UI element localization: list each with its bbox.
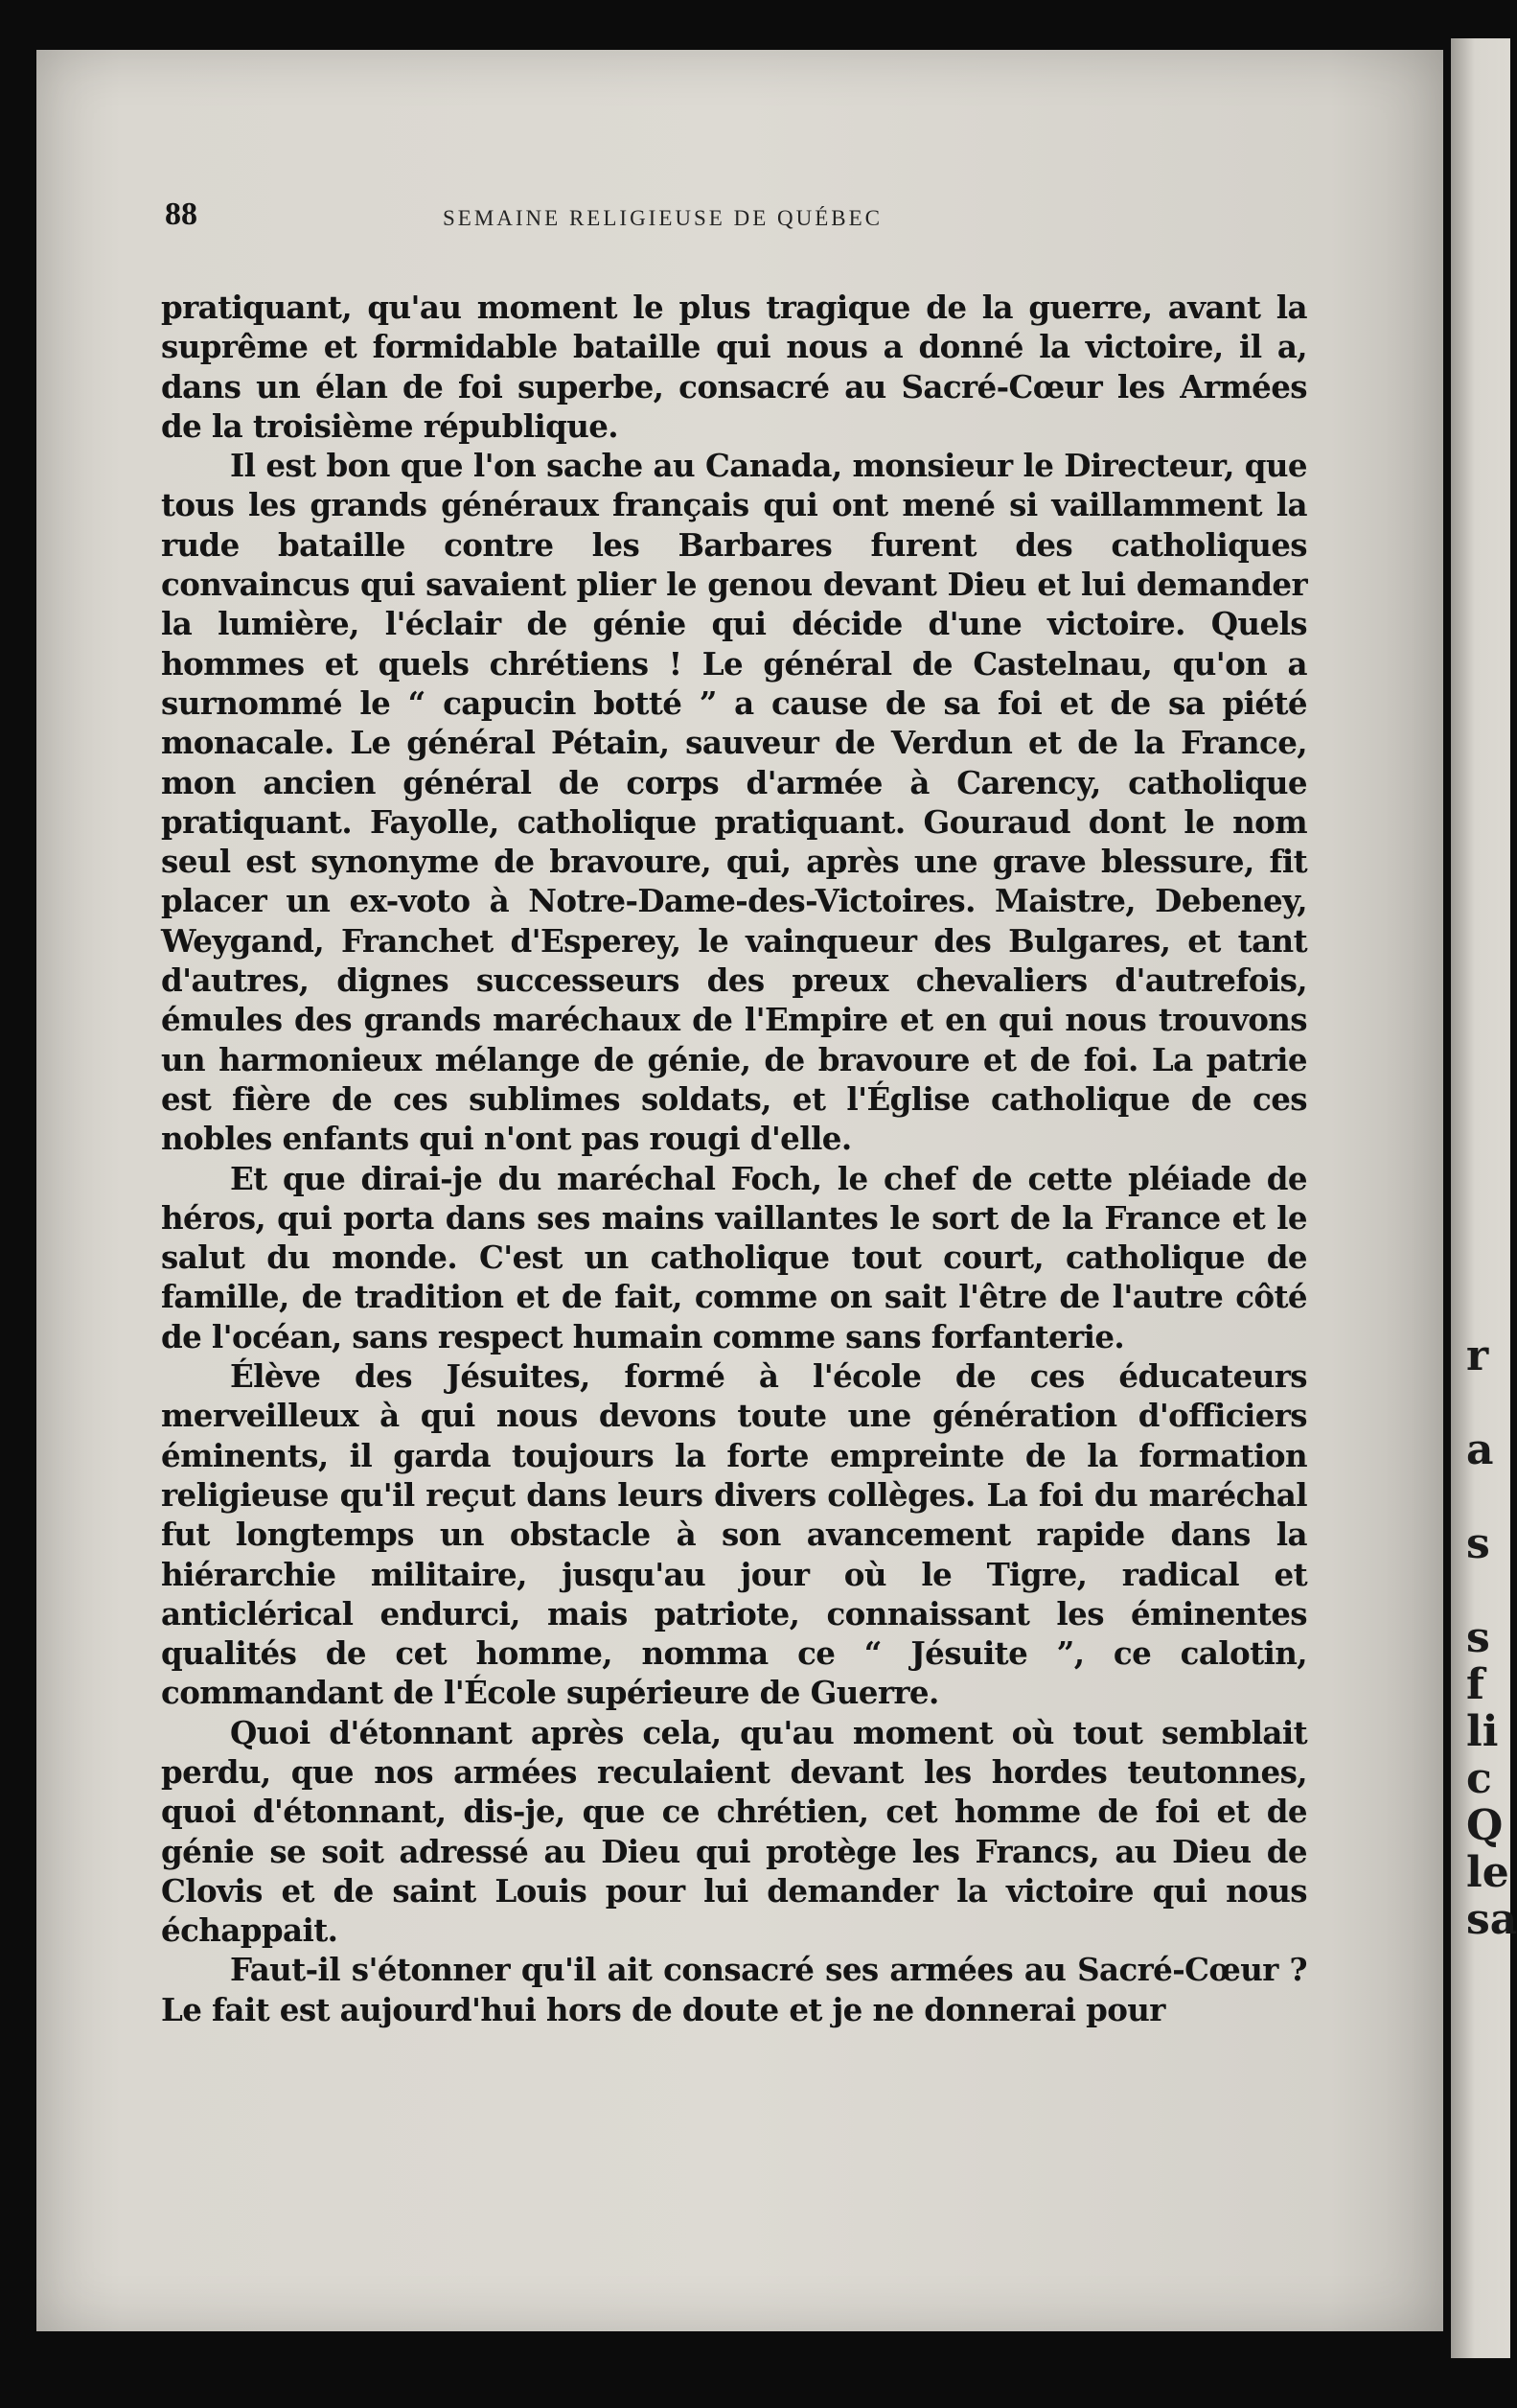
edge-letter: f [1466,1660,1484,1709]
edge-letter [1466,1567,1510,1614]
edge-letter: le [1466,1848,1509,1897]
body-text [161,288,1307,2029]
edge-letter: s [1466,1613,1490,1662]
edge-letter: sa [1466,1895,1517,1944]
running-head: SEMAINE RELIGIEUSE DE QUÉBEC [443,206,883,230]
edge-letter: r [1466,1331,1489,1380]
edge-letter: Q [1466,1801,1504,1850]
paragraph: Il est bon que l'on sache au Canada, monsieur le Directeur, que tous les grands généraux français qui ont mené si vaillamment la rude bataille contre les Barbares furent des catholiques convaincus qui savaient plier le genou devant Dieu et lui demander la lumière, l'éclair de génie qui décide d'une victoire. Quels hommes et quels chrétiens ! Le général de Castelnau, qu'on a surnommé le “ capucin botté ” a cause de sa foi et de sa piété monacale. Le général Pétain, sauveur de Verdun et de la France, mon ancien général de corps d'armée à Carency, catholique pratiquant. Fayolle, catholique pratiquant. Gouraud dont le nom seul est synonyme de bravoure, qui, après une grave blessure, fit placer un ex-voto à Notre-Dame-des-Victoires. Maistre, Debeney, Weygand, Franchet d'Esperey, le vainqueur des Bulgares, et tant d'autres, dignes successeurs des preux chevaliers d'autrefois, émules des grands maréchaux de l'Empire et en qui nous trouvons un harmonieux mélange de génie, de bravoure et de foi. La patrie est fière de ces sublimes soldats, et l'Église catholique de ces nobles enfants qui n'ont pas rougi d'elle. [161,447,1307,1158]
adjacent-page-letters [1466,1331,1517,1944]
paragraph: pratiquant, qu'au moment le plus tragique de la guerre, avant la suprême et formidable bataille qui nous a donné la victoire, il a, dans un élan de foi superbe, consacré au Sacré-Cœur les Armées de la troisième république. [161,289,1307,445]
edge-letter: li [1466,1707,1499,1756]
edge-letter [1466,1473,1510,1520]
paragraph: Quoi d'étonnant après cela, qu'au moment où tout semblait perdu, que nos armées reculaient devant les hordes teutonnes, quoi d'étonnant, dis-je, que ce chrétien, cet homme de foi et de génie se soit adressé au Dieu qui protège les Francs, au Dieu de Clovis et de saint Louis pour lui demander la victoire qui nous échappait. [161,1713,1307,1950]
paragraph: Et que dirai-je du maréchal Foch, le chef de cette pléiade de héros, qui porta dans ses mains vaillantes le sort de la France et le salut du monde. C'est un catholique tout court, catholique de famille, de tradition et de fait, comme on sait l'être de l'autre côté de l'océan, sans respect humain comme sans forfanterie. [161,1159,1307,1355]
edge-letter: s [1466,1519,1490,1568]
page-number: 88 [165,197,197,232]
edge-letter: c [1466,1754,1492,1803]
edge-letter: a [1466,1425,1494,1474]
paragraph: Élève des Jésuites, formé à l'école de ces éducateurs merveilleux à qui nous devons toute une génération d'officiers éminents, il garda toujours la forte empreinte de la formation religieuse qu'il reçut dans leurs divers collèges. La foi du maréchal fut longtemps un obstacle à son avancement rapide dans la hiérarchie militaire, jusqu'au jour où le Tigre, radical et anticlérical endurci, mais patriote, connaissant les éminentes qualités de cet homme, nomma ce “ Jésuite ”, ce calotin, commandant de l'École supérieure de Guerre. [161,1357,1307,1712]
edge-letter [1466,1379,1510,1426]
page-header [165,197,1311,246]
adjacent-page-edge [1451,38,1517,2358]
paragraph: Faut-il s'étonner qu'il ait consacré ses armées au Sacré-Cœur ? Le fait est aujourd'hui hors de doute et je ne donnerai pour [161,1951,1307,2028]
